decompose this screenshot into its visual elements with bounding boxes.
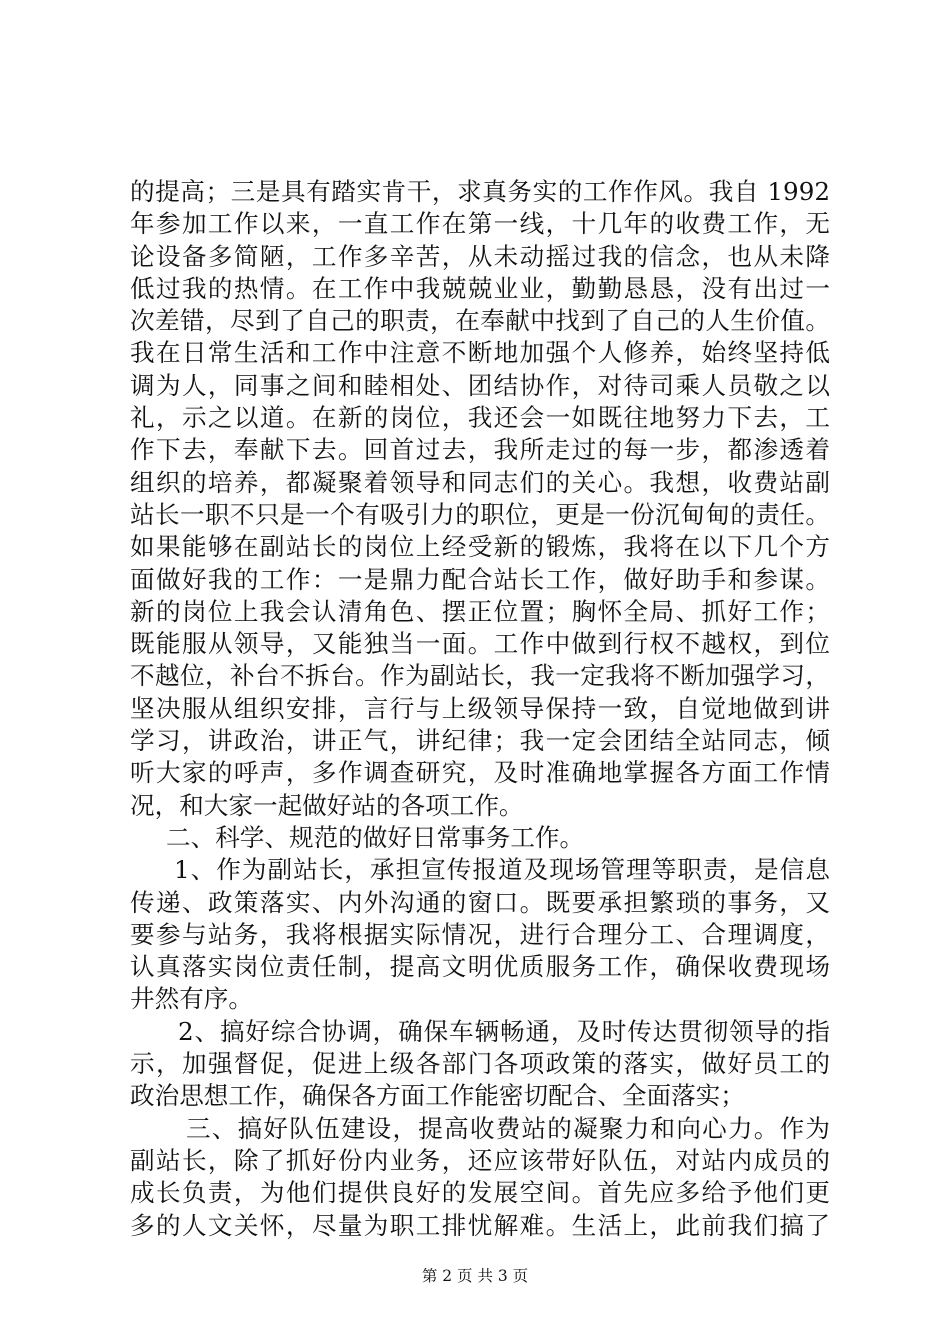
- text-line: 不越位，补台不拆台。作为副站长，我一定我将不断加强学习，: [130, 661, 830, 691]
- text-line: 要参与站务，我将根据实际情况，进行合理分工、合理调度，: [130, 919, 830, 949]
- text-line: 年参加工作以来，一直工作在第一线，十几年的收费工作，无: [130, 209, 830, 239]
- page-number-footer: 第 2 页 共 3 页: [421, 1267, 529, 1285]
- text-line: 坚决服从组织安排，言行与上级领导保持一致，自觉地做到讲: [130, 693, 830, 723]
- section-heading: 二、科学、规范的做好日常事务工作。: [166, 822, 585, 852]
- text-line: 站长一职不只是一个有吸引力的职位，更是一份沉甸甸的责任。: [130, 499, 830, 529]
- text-line: 政治思想工作，确保各方面工作能密切配合、全面落实；: [130, 1081, 745, 1111]
- text-line: 新的岗位上我会认清角色、摆正位置；胸怀全局、抓好工作；: [130, 596, 830, 626]
- text-line: 作下去，奉献下去。回首过去，我所走过的每一步，都渗透着: [130, 435, 830, 465]
- text-line: 2、搞好综合协调，确保车辆畅通，及时传达贯彻领导的指: [178, 1016, 830, 1046]
- text-line: 学习，讲政治，讲正气，讲纪律；我一定会团结全站同志，倾: [130, 726, 830, 756]
- text-line: 认真落实岗位责任制，提高文明优质服务工作，确保收费现场: [130, 952, 830, 982]
- text-line: 况，和大家一起做好站的各项工作。: [130, 790, 524, 820]
- text-line: 调为人，同事之间和睦相处、团结协作，对待司乘人员敬之以: [130, 370, 830, 400]
- text-line: 副站长，除了抓好份内业务，还应该带好队伍，对站内成员的: [130, 1145, 830, 1175]
- text-line: 井然有序。: [130, 984, 253, 1014]
- text-line: 听大家的呼声，多作调查研究，及时准确地掌握各方面工作情: [130, 758, 830, 788]
- text-line: 1、作为副站长，承担宣传报道及现场管理等职责，是信息: [174, 855, 830, 885]
- text-line: 面做好我的工作：一是鼎力配合站长工作，做好助手和参谋。: [130, 564, 830, 594]
- text-line: 既能服从领导，又能独当一面。工作中做到行权不越权，到位: [130, 629, 830, 659]
- text-line: 传递、政策落实、内外沟通的窗口。既要承担繁琐的事务，又: [130, 887, 830, 917]
- text-line: 礼，示之以道。在新的岗位，我还会一如既往地努力下去，工: [130, 403, 830, 433]
- text-line: 如果能够在副站长的岗位上经受新的锻炼，我将在以下几个方: [130, 532, 830, 562]
- text-line: 次差错，尽到了自己的职责，在奉献中找到了自己的人生价值。: [130, 306, 830, 336]
- text-line: 多的人文关怀，尽量为职工排忧解难。生活上，此前我们搞了: [130, 1210, 830, 1240]
- text-line: 成长负责，为他们提供良好的发展空间。首先应多给予他们更: [130, 1178, 830, 1208]
- text-line: 三、搞好队伍建设，提高收费站的凝聚力和向心力。作为: [186, 1113, 830, 1143]
- text-line: 论设备多简陋，工作多辛苦，从未动摇过我的信念，也从未降: [130, 241, 830, 271]
- text-line: 我在日常生活和工作中注意不断地加强个人修养，始终坚持低: [130, 338, 830, 368]
- document-body: [130, 176, 830, 1242]
- text-line: 示，加强督促，促进上级各部门各项政策的落实，做好员工的: [130, 1049, 830, 1079]
- text-line: 的提高；三是具有踏实肯干，求真务实的工作作风。我自 1992: [130, 177, 830, 206]
- text-line: 组织的培养，都凝聚着领导和同志们的关心。我想，收费站副: [130, 467, 830, 497]
- text-line: 低过我的热情。在工作中我兢兢业业，勤勤恳恳，没有出过一: [130, 273, 830, 303]
